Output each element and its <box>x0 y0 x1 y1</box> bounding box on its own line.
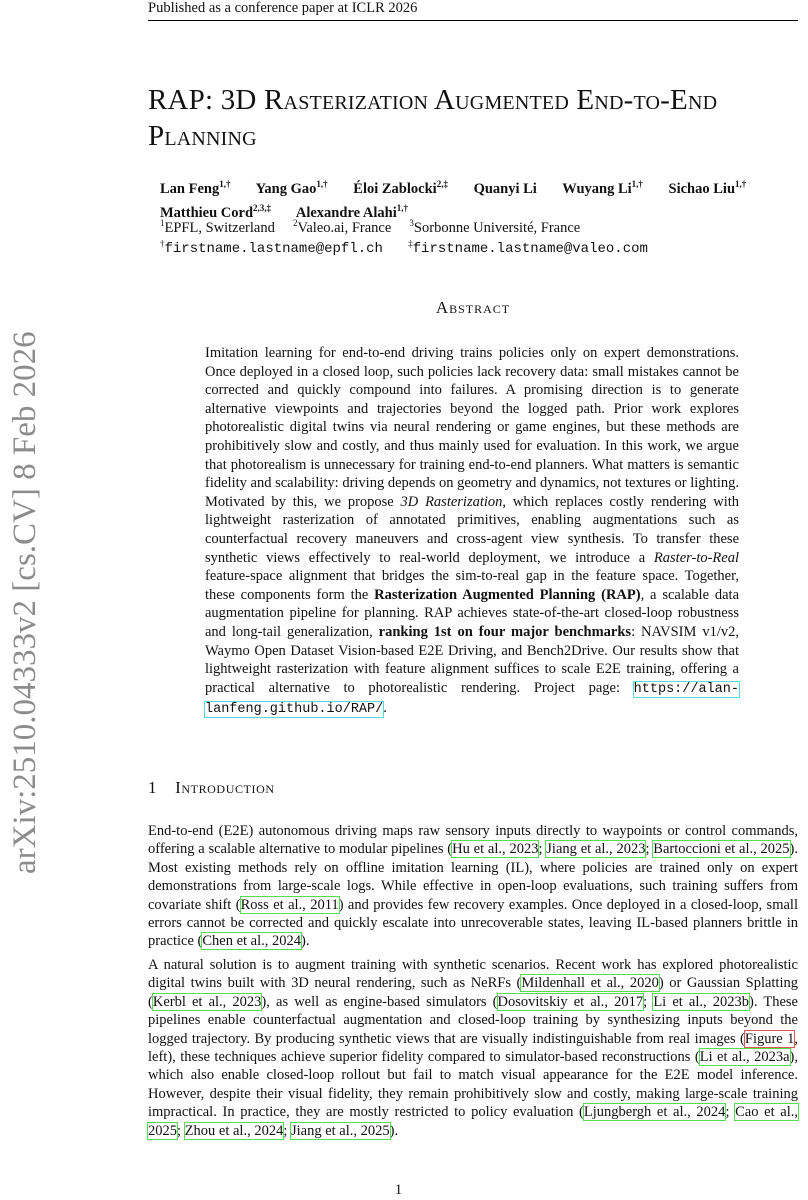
author: Éloi Zablocki$^{2,\ddagger}$ <box>353 179 448 197</box>
email: †firstname.lastname@epfl.ch <box>160 238 383 257</box>
section-heading: 1 Introduction <box>148 778 275 797</box>
affiliation: $^1$EPFL, Switzerland <box>160 218 275 236</box>
citation-link[interactable]: Jiang et al., 2023 <box>546 841 646 858</box>
paper-title <box>148 82 808 154</box>
citation-link[interactable]: Cao et al., 2025 <box>148 1104 798 1139</box>
citation-link[interactable]: Dosovitskiy et al., 2017 <box>497 993 644 1010</box>
project-page-link[interactable]: https://alan-lanfeng.github.io/RAP/ <box>205 681 739 718</box>
arxiv-identifier: arXiv:2510.04333v2 [cs.CV] 8 Feb 2026 <box>7 331 43 874</box>
email: ‡firstname.lastname@valeo.com <box>408 238 648 257</box>
affiliation: $^3$Sorbonne Université, France <box>409 218 581 236</box>
abstract-heading: Abstract <box>435 298 511 317</box>
citation-link[interactable]: Jiang et al., 2025 <box>290 1122 390 1139</box>
author: Quanyi Li <box>473 180 537 197</box>
page-number: 1 <box>394 1182 403 1198</box>
figure-link[interactable]: Figure 1 <box>744 1030 795 1047</box>
running-header: Published as a conference paper at ICLR 2026 <box>148 0 418 16</box>
citation-link[interactable]: Zhou et al., 2024 <box>184 1122 284 1139</box>
author: Wuyang $Li^{1,\dagger}$ <box>562 179 643 197</box>
emails <box>160 234 800 258</box>
citation-link[interactable]: Chen et al., 2024 <box>202 933 302 950</box>
citation-link[interactable]: Li et al., 2023b <box>653 993 750 1010</box>
citation-link[interactable]: Ljungbergh et al., 2024 <box>583 1104 726 1121</box>
author: Lan Feng$^{1,\dagger}$ <box>160 179 231 197</box>
affiliation: $^2$Valeo.ai, France <box>292 218 392 236</box>
header-rule <box>148 20 798 21</box>
intro-paragraph-2: A natural solution is to augment training with synthetic scenarios. Recent work has explored photorealistic digital twins built with 3D neural rendering, such as NeRFs (Mildenhall et al., 2020) or Gaussian Splatting (Kerbl et al., 2023), as well as engine-based simulators (Dosovitskiy et al., 2017; Li et al., 2023b). These pipelines enable counterfactual augmentation and closed-loop training by synthesizing inputs beyond the logged trajectory. By producing synthetic views that are visually indistinguishable from real images (Figure 1, left), these techniques achieve superior fidelity compared to simulator-based reconstructions (Li et al., 2023a), which also enable closed-loop rollout but fail to match visual appearance for the E2E model inference. However, despite their visual fidelity, they remain prohibitively slow and costly, making large-scale training impractical. In practice, they are mostly restricted to policy evaluation (Ljungbergh et al., 2024; Cao et al., 2025; Zhou et al., 2024; Jiang et al., 2025). <box>148 957 799 1139</box>
citation-link[interactable]: Mildenhall et al., 2020 <box>521 975 659 992</box>
citation-link[interactable]: Kerbl et al., 2023 <box>152 993 262 1010</box>
author: Sichao Liu$^{1,\dagger}$ <box>668 179 747 197</box>
title-line-2: Planning <box>148 120 257 152</box>
author: Matthieu Cord$^{2,3,\ddagger}$ <box>160 202 272 221</box>
citation-link[interactable]: Bartoccioni et al., 2025 <box>653 841 790 858</box>
citation-link[interactable]: Ross et al., 2011 <box>240 896 339 913</box>
citation-link[interactable]: Hu et al., 2023 <box>452 841 539 858</box>
title-line-1: RAP: 3D Rasterization Augmented End-to-End <box>148 84 718 116</box>
author: Alexandre Alahi$^{1,\dagger}$ <box>295 202 408 221</box>
citation-link[interactable]: Li et al., 2023a <box>699 1049 790 1066</box>
abstract-body: Imitation learning for end-to-end driving trains policies only on expert demonstrations. Once deployed in a closed loop, such policies lack recovery data: small mistakes cannot be corrected and quickly compound into failures. A promising direction is to generate alternative viewpoints and trajectories beyond the logged path. Prior work explores photorealistic digital twins via neural rendering or game engines, but these methods are prohibitively slow and costly, and thus mainly used for evaluation. In this work, we argue that photorealism is unnecessary for training end-to-end planners. What matters is semantic fidelity and scalability: driving depends on geometry and dynamics, not textures or lighting. Motivated by this, we propose 3D Rasterization, which replaces costly rendering with lightweight rasterization of annotated primitives, enabling augmentations such as counterfactual recovery maneuvers and cross-agent view synthesis. To transfer these synthetic views effectively to real-world deployment, we introduce a Raster-to-Real feature-space alignment that bridges the sim-to-real gap in the feature space. Together, these components form the Rasterization Augmented Planning (RAP), a scalable data augmentation pipeline for planning. RAP achieves state-of-the-art closed-loop robustness and long-tail generalization, ranking 1st on four major benchmarks: NAVSIM v1/v2, Waymo Open Dataset Vision-based E2E Driving, and Bench2Drive. Our results show that lightweight rasterization with feature alignment suffices to scale E2E training, offering a practical alternative to photorealistic rendering. Project page: https://alan-lanfeng.github.io/RAP/. <box>205 345 740 718</box>
intro-paragraph-1: End-to-end (E2E) autonomous driving maps raw sensory inputs directly to waypoints or control commands, offering a scalable alternative to modular pipelines (Hu et al., 2023; Jiang et al., 2023; Bartoccioni et al., 2025). Most existing methods rely on offline imitation learning (IL), where policies are trained only on expert demonstrations from large-scale logs. While effective in open-loop evaluations, such training suffers from covariate shift (Ross et al., 2011) and provides few recovery examples. Once deployed in a closed-loop, small errors cannot be corrected and quickly escalate into unrecoverable states, leaving IL-based planners brittle in practice (Chen et al., 2024). <box>148 823 798 950</box>
author: Yang Gao$^{1,\dagger}$ <box>255 179 328 197</box>
